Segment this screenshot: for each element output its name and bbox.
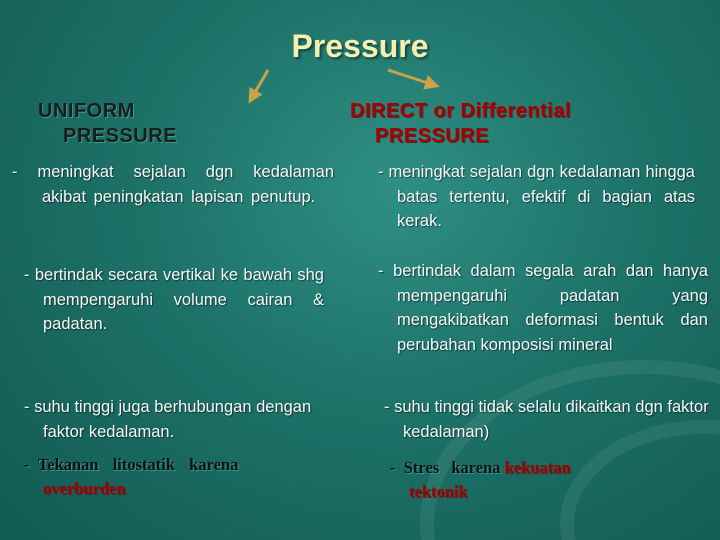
right-point-4-dash: - (390, 458, 396, 477)
arrow-right (388, 70, 437, 86)
right-header-line1: DIRECT or Differential (350, 100, 572, 122)
right-header (350, 99, 571, 149)
left-point-4-text: Tekanan litostatik karena (37, 455, 239, 474)
right-header-line2: PRESSURE (375, 125, 490, 147)
left-point-3: - suhu tinggi juga berhubungan dengan faktor kedalaman. (24, 398, 312, 441)
left-point-4-dash: - (24, 455, 30, 474)
right-point-3: - suhu tinggi tidak selalu dikaitkan dgn faktor kedalaman) (384, 398, 709, 441)
arrow-left (250, 70, 268, 101)
slide-title: Pressure (291, 28, 429, 64)
right-point-4-red-1: kekuatan (504, 458, 571, 477)
left-header (38, 99, 177, 149)
right-point-4-text: Stres karena (403, 458, 501, 477)
right-point-4-red-2: tektonik (409, 482, 468, 501)
right-point-2: - bertindak dalam segala arah dan hanya mempengaruhi padatan yang mengakibatkan deformasi bentuk dan perubahan komposisi mineral (378, 262, 708, 354)
left-point-4 (24, 453, 314, 501)
left-point-1: - meningkat sejalan dgn kedalaman akibat peningkatan lapisan penutup. (12, 163, 334, 206)
left-header-line1: UNIFORM (38, 100, 135, 122)
left-point-4-red: overburden (43, 479, 126, 498)
left-point-2: - bertindak secara vertikal ke bawah shg mempengaruhi volume cairan & padatan. (24, 266, 324, 333)
left-header-line2: PRESSURE (63, 125, 178, 147)
right-point-1: - meningkat sejalan dgn kedalaman hingga batas tertentu, efektif di bagian atas kerak. (378, 163, 695, 230)
right-point-4 (390, 456, 690, 504)
